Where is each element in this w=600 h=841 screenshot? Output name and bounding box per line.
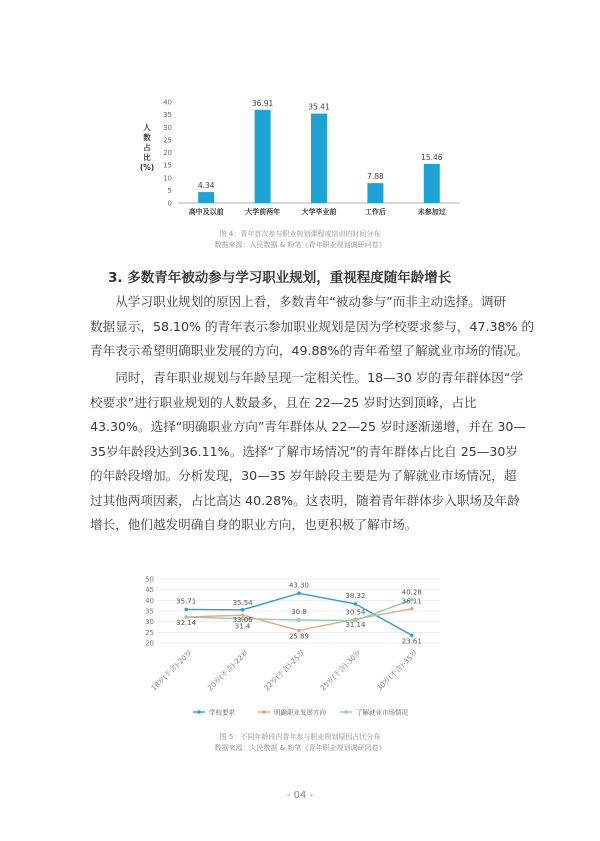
- y-tick-label: 25: [145, 628, 154, 637]
- x-tick-label: 18岁(不含)-20岁: [149, 648, 194, 693]
- page-number: - 04 -: [286, 790, 314, 801]
- data-label: 31.14: [345, 621, 366, 630]
- y-tick-label: 20: [163, 149, 172, 157]
- bar-value-label: 36.91: [251, 98, 274, 108]
- x-tick-label: 大学前两年: [245, 208, 281, 216]
- series-point: [241, 608, 245, 612]
- x-tick-label: 大学毕业前: [301, 208, 337, 216]
- data-label: 30.54: [345, 608, 366, 617]
- series-point: [184, 608, 188, 612]
- y-tick-label: 10: [163, 174, 172, 183]
- paragraph-line: 增长，他们越发明确自身的职业方向，也更积极了解市场。: [90, 517, 418, 532]
- paragraph-line: 过其他两项因素，占比高达 40.28%。这表明，随着青年群体步入职场及年龄: [90, 492, 520, 508]
- y-tick-label: 30: [145, 618, 154, 627]
- x-tick-label: 工作后: [364, 208, 386, 216]
- bar-value-label: 35.41: [308, 102, 330, 112]
- data-label: 36.11: [401, 597, 422, 606]
- y-axis-label-char: 比: [143, 153, 151, 162]
- paragraph-line: 同时，青年职业规划与年龄呈现一定相关性。18—30 岁的青年群体因“学: [90, 370, 523, 385]
- data-label: 32.14: [176, 619, 197, 628]
- data-label: 40.28: [401, 588, 422, 597]
- y-tick-label: 40: [163, 98, 172, 107]
- data-label: 35.54: [232, 598, 253, 607]
- bar: [255, 110, 271, 203]
- paragraph-line: 从学习职业规划的原因上看，多数青年“被动参与”而非主动选择。调研: [90, 294, 507, 309]
- data-label: 23.61: [401, 637, 422, 646]
- paragraph-line: 的年龄段增加。分析发现，30—35 岁年龄段主要是为了解就业市场情况，超: [90, 468, 517, 483]
- figure4-bars: [189, 99, 446, 216]
- series-point: [297, 591, 301, 595]
- section-heading: 3. 多数青年被动参与学习职业规划，重视程度随年龄增长: [108, 270, 452, 286]
- series-point: [297, 618, 301, 622]
- figure5-line-chart: [0, 565, 600, 730]
- data-label: 38.32: [345, 591, 366, 600]
- y-tick-label: 45: [145, 586, 154, 595]
- data-label: 25.89: [288, 632, 310, 641]
- data-label: 30.8: [291, 607, 307, 616]
- y-tick-label: 35: [163, 111, 172, 120]
- data-label: 33.06: [232, 616, 253, 625]
- y-tick-label: 5: [167, 186, 172, 195]
- figure4-bar-chart: [0, 0, 600, 225]
- x-tick-label: 未参加过: [417, 208, 446, 216]
- y-tick-label: 40: [145, 596, 154, 605]
- legend-marker: [344, 710, 348, 714]
- y-tick-label: 50: [145, 575, 154, 584]
- y-tick-label: 0: [167, 199, 172, 208]
- x-tick-label: 高中及以前: [188, 208, 224, 216]
- figure4-source: 数据来源：人民数据 & 粉笔《青年职业规划调研问卷》: [214, 241, 386, 249]
- x-tick-label: 25岁(不含)-30岁: [319, 648, 363, 693]
- legend-marker: [197, 710, 201, 714]
- y-axis-label-char: 数: [143, 133, 151, 142]
- paragraph-line: 43.30%。选择“明确职业方向”青年群体从 22—25 岁时逐渐递增，并在 30—: [90, 419, 526, 434]
- data-label: 35.71: [176, 597, 197, 606]
- y-axis-label-char: 人: [143, 123, 151, 132]
- figure4-y-axis-label: [140, 122, 154, 172]
- bar: [367, 183, 383, 203]
- figure5-caption: 图 5：不同年龄段内青年参与职业规划原因占比分布: [219, 733, 381, 741]
- bar-value-label: 15.46: [421, 152, 443, 162]
- x-tick-label: 20岁(不含)-22岁: [206, 648, 251, 693]
- figure5-source: 数据来源：人民数据 & 粉笔《青年职业规划调研问卷》: [214, 744, 386, 752]
- legend-label: 明确职业发展方向: [274, 708, 326, 717]
- legend-label: 学校要求: [209, 708, 235, 717]
- y-tick-label: 20: [145, 639, 154, 648]
- y-tick-label: 30: [163, 123, 172, 132]
- legend-label: 了解就业市场情况: [356, 708, 408, 717]
- paragraph-line: 校要求”进行职业规划的人数最多，且在 22—25 岁时达到顶峰，占比: [90, 394, 477, 410]
- figure5-legend: [193, 708, 409, 717]
- y-tick-label: 25: [163, 136, 172, 145]
- paragraph-2: [90, 366, 526, 538]
- paragraph-line: 35岁年龄段达到36.11%。选择“了解市场情况”的青年群体占比自 25—30岁: [90, 443, 518, 459]
- paragraph-line: 数据显示，58.10% 的青年表示参加职业规划是因为学校要求参与，47.38% 的: [90, 318, 535, 334]
- y-axis-label-char: 占: [143, 143, 151, 152]
- bar: [198, 192, 214, 203]
- x-tick-label: 22岁(不含)-25岁: [262, 648, 307, 693]
- figure5-x-labels: [149, 648, 419, 692]
- bar-value-label: 4.34: [197, 181, 215, 191]
- paragraph-1: [90, 290, 535, 364]
- bar: [424, 164, 440, 203]
- series-point: [354, 602, 358, 606]
- bar-value-label: 7.88: [367, 172, 384, 182]
- data-label: 43.30: [288, 581, 310, 590]
- data-label: 31.4: [234, 622, 251, 631]
- legend-marker: [262, 710, 266, 714]
- paragraph-line: 青年表示希望明确职业发展的方向，49.88%的青年希望了解就业市场的情况。: [90, 343, 529, 358]
- series-point: [410, 607, 414, 611]
- bar: [311, 114, 327, 203]
- x-tick-label: 30岁(不含)-35岁: [375, 648, 420, 693]
- y-axis-label-char: (%): [139, 163, 155, 172]
- figure4-caption: 图 4：青年首次参与职业规划课程或培训的时间分布: [219, 230, 381, 238]
- y-tick-label: 35: [145, 607, 154, 616]
- y-tick-label: 15: [163, 161, 172, 170]
